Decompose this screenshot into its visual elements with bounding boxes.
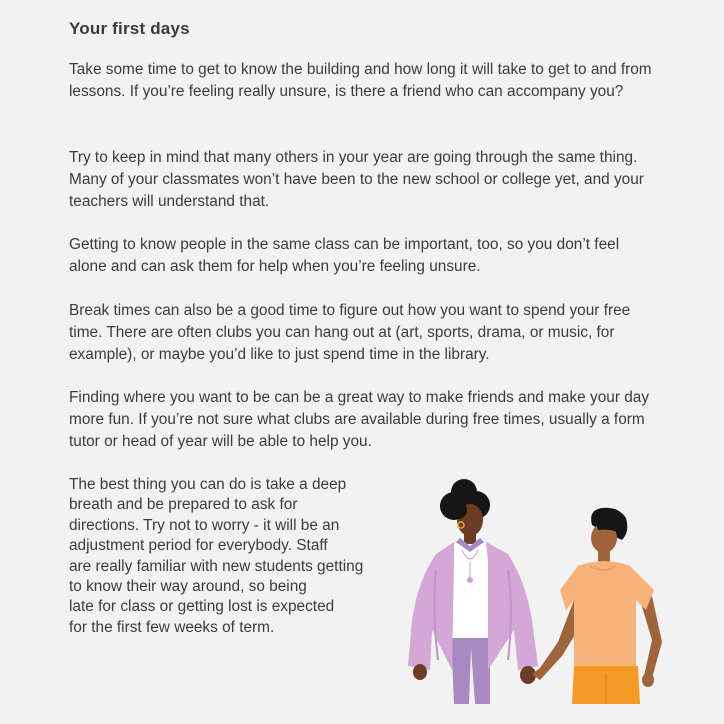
paragraph-6-line: directions. Try not to worry - it will be an — [69, 516, 340, 534]
paragraph-6 — [69, 475, 409, 638]
paragraph-4: Break times can also be a good time to figure out how you want to spend your free time. There are often clubs you can hang out at (art, sports, drama, or music, for example), or maybe you’d like to just spend time in the library. — [69, 302, 631, 363]
adult-figure — [408, 479, 538, 704]
paragraph-6-line: late for class or getting lost is expected — [69, 598, 335, 616]
two-people-holding-hands-illustration — [390, 470, 690, 710]
paragraph-6-line: to know their way around, so being — [69, 578, 307, 596]
paragraph-6-line: are really familiar with new students getting — [69, 557, 364, 575]
paragraph-6-line: breath and be prepared to ask for — [69, 496, 298, 514]
paragraph-6-line: for the first few weeks of term. — [69, 618, 275, 636]
child-figure — [532, 508, 662, 704]
paragraph-3: Getting to know people in the same class can be important, too, so you don’t feel alone and can ask them for help when you’re feeling unsure. — [69, 236, 620, 275]
paragraph-5: Finding where you want to be can be a great way to make friends and make your day more fun. If you’re not sure what clubs are available during free times, usually a form tutor or head of year will be able to help you. — [69, 389, 650, 450]
paragraph-2: Try to keep in mind that many others in your year are going through the same thing. Many of your classmates won’t have been to the new school or college yet, and your teachers will understand that. — [69, 149, 644, 210]
paragraph-1: Take some time to get to know the building and how long it will take to get to and from lessons. If you’re feeling really unsure, is there a friend who can accompany you? — [69, 61, 652, 100]
paragraph-6-line: adjustment period for everybody. Staff — [69, 537, 328, 555]
paragraph-6-line: The best thing you can do is take a deep — [69, 476, 347, 493]
page-title: Your first days — [69, 19, 190, 38]
